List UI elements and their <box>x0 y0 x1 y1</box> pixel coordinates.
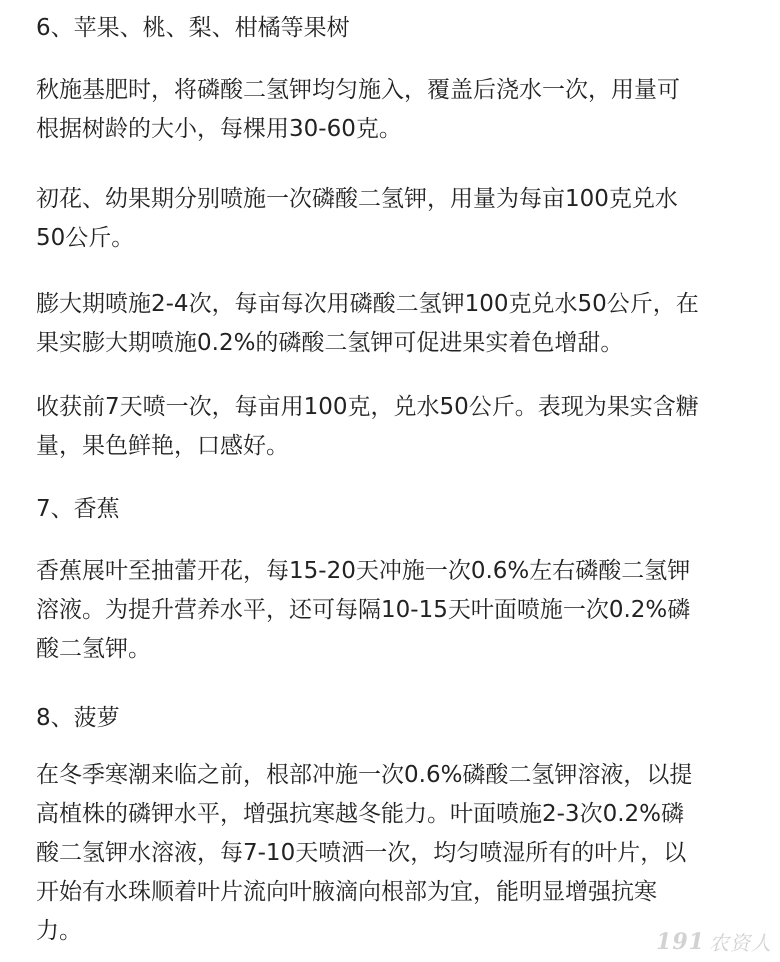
paragraph <box>36 552 756 669</box>
section-heading-8: 8、菠萝 <box>36 705 120 731</box>
watermark-text: 农资人 <box>709 931 772 955</box>
paragraph <box>36 285 756 363</box>
paragraph <box>36 388 756 466</box>
paragraph-line: 酸二氢钾水溶液，每7-10天喷洒一次，均匀喷湿所有的叶片，以 <box>36 840 687 866</box>
paragraph-line: 量，果色鲜艳，口感好。 <box>36 433 289 459</box>
paragraph-line: 50公斤。 <box>36 225 135 251</box>
paragraph-line: 根据树龄的大小，每棵用30-60克。 <box>36 116 402 142</box>
paragraph-line: 初花、幼果期分别喷施一次磷酸二氢钾，用量为每亩100克兑水 <box>36 186 678 212</box>
paragraph-line: 开始有水珠顺着叶片流向叶腋滴向根部为宜，能明显增强抗寒 <box>36 879 657 905</box>
paragraph-line: 秋施基肥时，将磷酸二氢钾均匀施入，覆盖后浇水一次，用量可 <box>36 77 680 103</box>
section-heading-6: 6、苹果、桃、梨、柑橘等果树 <box>36 15 350 41</box>
paragraph-line: 收获前7天喷一次，每亩用100克，兑水50公斤。表现为果实含糖 <box>36 394 699 420</box>
watermark-number: 191 <box>656 928 705 955</box>
paragraph-line: 高植株的磷钾水平，增强抗寒越冬能力。叶面喷施2-3次0.2%磷 <box>36 801 684 827</box>
paragraph-line: 膨大期喷施2-4次，每亩每次用磷酸二氢钾100克兑水50公斤，在 <box>36 291 699 317</box>
paragraph-line: 香蕉展叶至抽蕾开花，每15-20天冲施一次0.6%左右磷酸二氢钾 <box>36 558 691 584</box>
paragraph <box>36 756 756 951</box>
paragraph-line: 溶液。为提升营养水平，还可每隔10-15天叶面喷施一次0.2%磷 <box>36 597 691 623</box>
paragraph-line: 酸二氢钾。 <box>36 636 151 662</box>
paragraph-line: 果实膨大期喷施0.2%的磷酸二氢钾可促进果实着色增甜。 <box>36 330 624 356</box>
paragraph <box>36 71 756 149</box>
section-heading-7: 7、香蕉 <box>36 496 120 522</box>
paragraph <box>36 180 756 258</box>
paragraph-line: 在冬季寒潮来临之前，根部冲施一次0.6%磷酸二氢钾溶液，以提 <box>36 762 693 788</box>
watermark <box>656 927 772 956</box>
paragraph-line: 力。 <box>36 918 82 944</box>
